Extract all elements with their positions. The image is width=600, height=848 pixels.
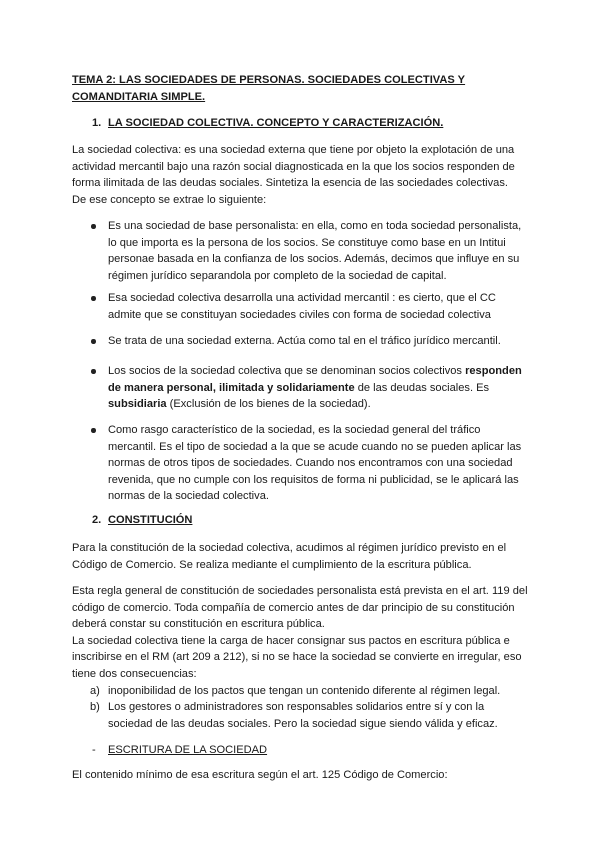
list-marker-b: b) bbox=[90, 701, 100, 713]
paragraph-line: El contenido mínimo de esa escritura según el art. 125 Código de Comercio: bbox=[72, 769, 448, 781]
intro-line: actividad mercantil bajo una razón social diagnosticada en la que los socios responden de bbox=[72, 160, 515, 173]
section-2-paragraph-1 bbox=[72, 540, 506, 573]
bullet-icon bbox=[91, 428, 96, 433]
bullet-line: personae basada en la confianza de los socios. Además, decimos que influye en su bbox=[108, 253, 520, 266]
bullet-item-2 bbox=[108, 290, 496, 323]
subheading-escritura: ESCRITURA DE LA SOCIEDAD bbox=[108, 744, 268, 756]
paragraph-line: Para la constitución de la sociedad colectiva, acudimos al régimen jurídico previsto en el bbox=[72, 542, 507, 554]
paragraph-line: tiene dos consecuencias: bbox=[72, 667, 197, 680]
bullet-line bbox=[108, 380, 522, 397]
bold-run: de manera personal, ilimitada y solidariamente bbox=[108, 381, 355, 394]
list-item-line: inoponibilidad de los pactos que tengan un contenido diferente al régimen legal. bbox=[108, 685, 501, 697]
bullet-line: Es una sociedad de base personalista: en ella, como en toda sociedad personalista, bbox=[108, 220, 522, 232]
bullet-item-3 bbox=[108, 333, 501, 350]
intro-line: La sociedad colectiva: es una sociedad externa que tiene por objeto la explotación de una bbox=[72, 144, 515, 156]
bullet-line: admite que se constituyan sociedades civiles con forma de sociedad colectiva bbox=[108, 308, 491, 321]
text-run: Los socios de la sociedad colectiva que se denominan socios colectivos bbox=[108, 365, 466, 377]
intro-line: De ese concepto se extrae lo siguiente: bbox=[72, 193, 267, 206]
bullet-line: Como rasgo característico de la sociedad, es la sociedad general del tráfico bbox=[108, 424, 481, 436]
section-1-heading: LA SOCIEDAD COLECTIVA. CONCEPTO Y CARACTERIZACIÓN. bbox=[108, 117, 444, 129]
paragraph-line: Código de Comercio. Se realiza mediante el cumplimiento de la escritura pública. bbox=[72, 558, 472, 571]
bullet-icon bbox=[91, 296, 96, 301]
bullet-item-1 bbox=[108, 218, 521, 284]
text-run: de las deudas sociales. Es bbox=[354, 381, 490, 394]
section-2-number: 2. bbox=[92, 514, 102, 526]
bullet-line: mercantil. Es el tipo de sociedad a la que se acude cuando no se pueden aplicar las bbox=[108, 440, 522, 453]
closing-paragraph bbox=[72, 767, 448, 784]
bullet-line: Esa sociedad colectiva desarrolla una actividad mercantil : es cierto, que el CC bbox=[108, 292, 496, 304]
paragraph-line: deberá constar su constitución en escritura pública. bbox=[72, 618, 325, 631]
section-2-paragraph-2 bbox=[72, 583, 528, 683]
paragraph-line: código de comercio. Toda compañía de comercio antes de dar principio de su constitución bbox=[72, 601, 515, 614]
bold-run: subsidiaria bbox=[108, 398, 167, 411]
title-line-1: TEMA 2: LAS SOCIEDADES DE PERSONAS. SOCIEDADES COLECTIVAS Y bbox=[72, 74, 466, 86]
list-item-line: sociedad de las deudas sociales. Pero la sociedad sigue siendo válida y eficaz. bbox=[108, 717, 498, 730]
text-run: (Exclusión de los bienes de la sociedad). bbox=[166, 398, 371, 411]
bullet-icon bbox=[91, 224, 96, 229]
paragraph-line: Esta regla general de constitución de sociedades personalista está prevista en el art. 119 del bbox=[72, 585, 528, 597]
bullet-line: normas de la sociedad colectiva. bbox=[108, 490, 269, 503]
bullet-line: Se trata de una sociedad externa. Actúa como tal en el tráfico jurídico mercantil. bbox=[108, 335, 501, 347]
bullet-icon bbox=[91, 339, 96, 344]
consequence-item-b bbox=[108, 699, 498, 732]
list-item-line: Los gestores o administradores son responsables solidarios entre sí y con la bbox=[108, 701, 485, 713]
bullet-line: revenida, que no cumple con los requisitos de forma ni publicidad, se le aplicará las bbox=[108, 473, 519, 486]
consequence-item-a bbox=[108, 683, 500, 700]
bullet-item-5 bbox=[108, 422, 521, 505]
bold-run: responden bbox=[465, 365, 522, 377]
list-marker-a: a) bbox=[90, 685, 100, 697]
section-1-number: 1. bbox=[92, 117, 102, 129]
intro-line: forma ilimitada de las deudas sociales. Sintetiza la esencia de las sociedades colectivas. bbox=[72, 177, 508, 190]
title-line-2: COMANDITARIA SIMPLE. bbox=[72, 90, 206, 103]
subheading-dash: - bbox=[92, 744, 96, 756]
paragraph-line: inscribirse en el RM (art 209 a 212), si no se hace la sociedad se convierte en irregular, eso bbox=[72, 651, 522, 664]
section-2-heading: CONSTITUCIÓN bbox=[108, 514, 193, 526]
bullet-line bbox=[108, 363, 522, 380]
bullet-line bbox=[108, 396, 522, 413]
bullet-icon bbox=[91, 369, 96, 374]
paragraph-line: La sociedad colectiva tiene la carga de hacer consignar sus pactos en escritura pública e bbox=[72, 634, 510, 647]
section-1-intro bbox=[72, 142, 515, 208]
bullet-item-4 bbox=[108, 363, 522, 413]
bullet-line: lo que importa es la persona de los socios. Se constituye como base en un Intitui bbox=[108, 236, 506, 249]
bullet-line: normas de otros tipos de sociedades. Cuando nos encontramos con una sociedad bbox=[108, 457, 513, 470]
document-title bbox=[72, 72, 465, 105]
bullet-line: régimen jurídico separandola por completo de la sociedad de capital. bbox=[108, 269, 447, 282]
